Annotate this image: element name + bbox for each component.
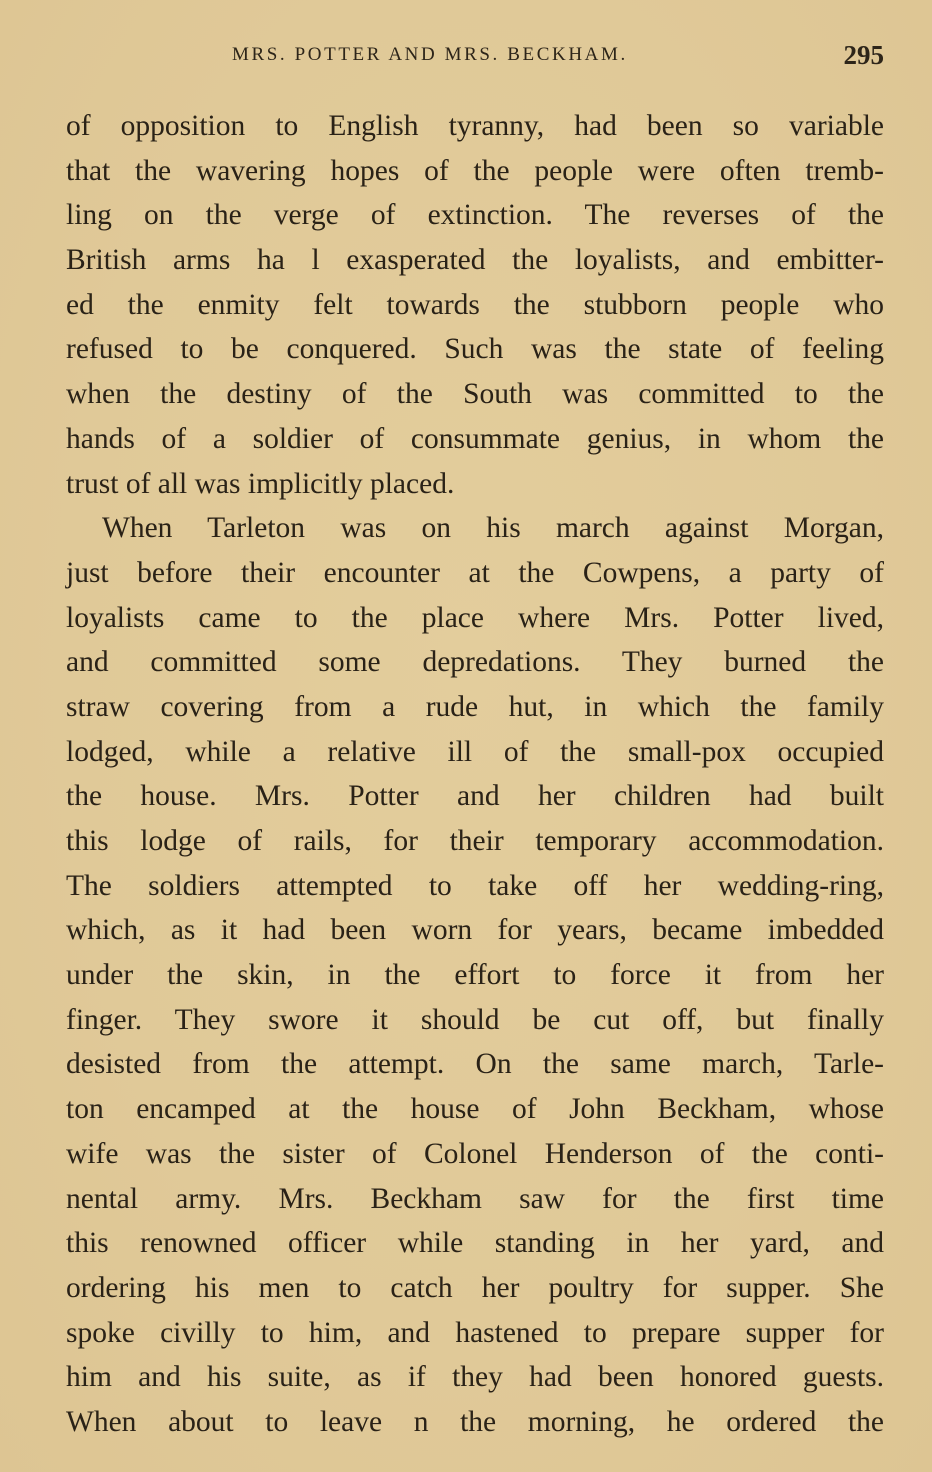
text-line: The soldiers attempted to take off her wedding-ring,: [66, 869, 884, 902]
text-line: which, as it had been worn for years, became imbedded: [66, 914, 884, 947]
text-line: that the wavering hopes of the people were often tremb-: [66, 154, 884, 187]
text-line: lodged, while a relative ill of the small-pox occupied: [66, 735, 884, 768]
text-line: this renowned officer while standing in her yard, and: [66, 1227, 884, 1260]
paragraph-1: [66, 104, 884, 506]
paragraph-2: [66, 506, 884, 1444]
page-number: 295: [843, 40, 884, 70]
text-line: just before their encounter at the Cowpens, a party of: [66, 556, 884, 589]
text-line: when the destiny of the South was committed to the: [66, 378, 884, 411]
text-line: When Tarleton was on his march against Morgan,: [102, 512, 884, 545]
text-line: When about to leave n the morning, he ordered the: [66, 1405, 884, 1438]
body-text: [66, 104, 884, 1445]
text-line: under the skin, in the effort to force it from her: [66, 959, 884, 992]
text-line: the house. Mrs. Potter and her children had built: [66, 780, 884, 813]
text-line: loyalists came to the place where Mrs. Potter lived,: [66, 601, 884, 634]
text-line: desisted from the attempt. On the same march, Tarle-: [66, 1048, 884, 1081]
text-line: ling on the verge of extinction. The reverses of the: [66, 199, 884, 232]
text-line: him and his suite, as if they had been honored guests.: [66, 1361, 884, 1394]
text-line: wife was the sister of Colonel Henderson of the conti-: [66, 1137, 884, 1170]
text-line: refused to be conquered. Such was the state of feeling: [66, 333, 884, 366]
text-line: spoke civilly to him, and hastened to prepare supper for: [66, 1316, 884, 1349]
text-line: trust of all was implicitly placed.: [66, 467, 455, 500]
running-head: [232, 40, 884, 74]
text-line: straw covering from a rude hut, in which the family: [66, 690, 884, 723]
text-line: ton encamped at the house of John Beckham, whose: [66, 1093, 884, 1126]
text-line: hands of a soldier of consummate genius, in whom the: [66, 422, 884, 455]
running-title: MRS. POTTER AND MRS. BECKHAM.: [232, 44, 628, 65]
text-line: ed the enmity felt towards the stubborn people who: [66, 288, 884, 321]
text-line: nental army. Mrs. Beckham saw for the first time: [66, 1182, 884, 1215]
text-line: this lodge of rails, for their temporary accommodation.: [66, 825, 884, 857]
text-line: finger. They swore it should be cut off, but finally: [66, 1003, 884, 1036]
text-line: ordering his men to catch her poultry for supper. She: [66, 1271, 884, 1304]
text-line: British arms ha l exasperated the loyalists, and embitter-: [66, 244, 884, 277]
text-line: of opposition to English tyranny, had been so variable: [66, 110, 884, 142]
text-line: and committed some depredations. They burned the: [66, 646, 884, 679]
